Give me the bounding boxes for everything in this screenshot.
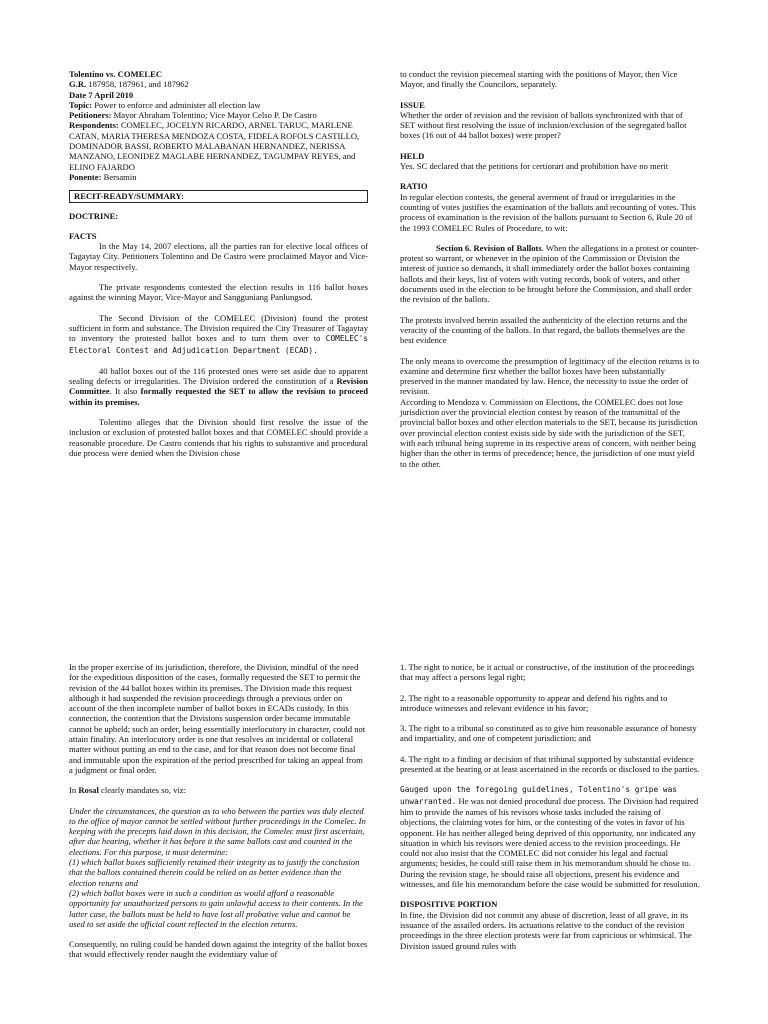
rosal-line bbox=[69, 785, 368, 795]
section-6-label: Section 6. Revision of Ballots bbox=[436, 242, 542, 253]
case-title: Tolentino vs. COMELEC bbox=[69, 69, 163, 79]
ratio-paragraph-1: In regular election contests, the general averment of fraud or irregularities in the counting of votes justifies the examination of the ballots and recounting of votes. This process of examination is the revision of the ballots pursuant to Section 6, Rule 20 of the 1993 COMELEC Rules of Procedure, to wit: bbox=[400, 191, 696, 233]
recit-ready-box: RECIT-READY/SUMMARY: bbox=[69, 190, 368, 202]
facts-heading: FACTS bbox=[69, 230, 97, 241]
issue-heading: ISSUE bbox=[400, 99, 425, 110]
held-heading: HELD bbox=[400, 150, 425, 161]
rosal-quote-item-2: (2) which ballot boxes were in such a condition as would afford a reasonable opportunity for unauthorized persons to gain unlawful access to their contents. In the latter case, the ballots must be held to have lost all probative value and cannot be used to set aside the official count reflected in the election returns. bbox=[69, 887, 363, 929]
petitioners-label: Petitioners: bbox=[69, 110, 112, 121]
ponente-value: Bersamin bbox=[101, 171, 137, 182]
gr-label: G.R. bbox=[69, 79, 87, 90]
gr-number bbox=[69, 79, 368, 89]
set-request: formally requested the SET to allow the revision to proceed within its premises. bbox=[69, 386, 368, 407]
facts-p4-text-c: . It also bbox=[109, 386, 141, 397]
ponente-label: Ponente: bbox=[69, 171, 102, 182]
facts-paragraph-3-text: The Second Division of the COMELEC (Division) found the protest sufficient in form and substance. The Division required the City Treasurer of Tagaytay to inventory the protested ballot boxes and to turn them over to bbox=[69, 312, 368, 344]
due-process-item-2: 2. The right to a reasonable opportunity to appear and defend his rights and to introduce witnesses and relevant evidence in his favor; bbox=[400, 692, 668, 713]
consequently-paragraph: Consequently, no ruling could be handed down against the integrity of the ballot boxes that would effectively render naught the evidentiary value of bbox=[69, 939, 368, 960]
gauged-paragraph bbox=[400, 784, 700, 889]
ratio-paragraph-4: According to Mendoza v. Commission on Elections, the COMELEC does not lose jurisdiction over the provincial election contest by reason of the transmittal of the provincial ballot boxes and other election materials to the SET, because its jurisdiction over provincial election contest exists side by side with the jurisdiction of the SET, with each tribunal being supreme in its respective areas of concern, with neither being higher than the other in terms of precedence; hence, the jurisdiction of one must yield to the other. bbox=[400, 396, 698, 469]
revision-committee: Revision Committee bbox=[69, 376, 368, 397]
dispositive-heading: DISPOSITIVE PORTION bbox=[400, 899, 498, 910]
topic-value: Power to enforce and administer all election law bbox=[92, 99, 261, 110]
topic-label: Topic: bbox=[69, 99, 93, 110]
due-process-item-4: 4. The right to a finding or decision of that tribunal supported by substantial evidence presented at the hearing or at least ascertained in the records or disclosed to the parties. bbox=[400, 753, 700, 775]
facts-continuation: to conduct the revision piecemeal starting with the positions of Mayor, then Vice Mayor, and finally the Councilors, separately. bbox=[400, 69, 678, 90]
rosal-text-c: clearly mandates so, viz: bbox=[98, 785, 186, 796]
ponente-line bbox=[69, 172, 368, 182]
page1-right-column bbox=[400, 69, 700, 469]
due-process-item-1: 1. The right to notice, be it actual or constructive, of the institution of the proceedings that may affect a persons legal right; bbox=[400, 662, 695, 683]
section-6-text: . When the allegations in a protest or counter-protest so warrant, or whenever in the opinion of the Commission or Division the interest of justice so demands, it shall immediately order the ballot boxes containing ballots and their keys, list of voters with voting records, book of voters, and other documents used in the election to be brought before the Commission, and shall order the revision of the ballots. bbox=[400, 242, 699, 305]
ratio-heading: RATIO bbox=[400, 181, 428, 192]
ecad-name: COMELEC's Electoral Contest and Adjudication Department (ECAD). bbox=[69, 334, 368, 355]
facts-paragraph-1: In the May 14, 2007 elections, all the parties ran for elective local offices of Tagaytay City. Petitioners Tolentino and De Castro were proclaimed Mayor and Vice-Mayor respectively. bbox=[69, 241, 368, 272]
ratio-paragraph-2: The protests involved herein assailed the authenticity of the election returns and the veracity of the counting of the ballots. In that regard, the ballots themselves are the best evidence bbox=[400, 314, 688, 346]
section-6-quote bbox=[400, 243, 700, 305]
jurisdiction-paragraph: In the proper exercise of its jurisdiction, therefore, the Division, mindful of the need for the expeditious disposition of the cases, formally requested the SET to permit the revision of the 44 ballot boxes within its premises. The Division made this request although it had suspended the revision proceedings through a previous order on account of the then incomplete number of ballot boxes in ECADs custody. In this connection, the contention that the Divisions suspension order became immutable cannot be upheld; such an order, being essentially interlocutory in character, could not attain finality. An interlocutory order is one that resolves an incidental or collateral matter without putting an end to the case, and for that reason does not become final and immutable upon the expiration of the period prescribed for taking an appeal from a judgment or final order. bbox=[69, 662, 366, 775]
dispositive-text: In fine, the Division did not commit any abuse of discretion, least of all grave, in its issuance of the assailed orders. Its actuations relative to the conduct of the revision proceedings in the three election protests were far from capricious or whimsical. The Division issued ground rules with bbox=[400, 909, 692, 951]
ratio-paragraph-3: The only means to overcome the presumption of legitimacy of the election returns is to examine and determine first whether the ballot boxes have been substantially preserved in the manner mandated by law. Hence, the necessity to issue the order of revision. bbox=[400, 355, 700, 397]
gr-value: 187958, 187961, and 187962 bbox=[86, 79, 189, 90]
rosal-case-name: Rosal bbox=[78, 785, 99, 796]
decision-date: Date 7 April 2010 bbox=[69, 89, 134, 100]
petitioners-line bbox=[69, 110, 368, 120]
rosal-quote-item-1: (1) which ballot boxes sufficiently retained their integrity as to justify the conclusion that the ballots contained therein could be relied on as better evidence than the election returns and bbox=[69, 857, 360, 888]
facts-paragraph-5: Tolentino alleges that the Division should first resolve the issue of the inclusion or exclusion of protested ballot boxes and that COMELEC should provide a reasonable procedure. De Castro contends that his rights to substantive and procedural due process were denied when the Division chose bbox=[69, 417, 368, 458]
issue-text: Whether the order of revision and the revision of ballots synchronized with that of SET without first resolving the issue of inclusion/exclusion of the segregated ballot boxes (16 out of 44 ballot boxes) were proper? bbox=[400, 109, 687, 141]
respondents-label: Respondents: bbox=[69, 120, 119, 131]
page1-left-column bbox=[69, 69, 368, 458]
facts-paragraph-4 bbox=[69, 366, 368, 407]
rosal-quote: Under the circumstances, the question as to who between the parties was duly elected to the office of mayor cannot be settled without further proceedings in the Comelec. In keeping with the precepts laid down in this decision, the Comelec must first ascertain, after due hearing, whether it has before it the same ballots cast and counted in the elections. For this purpose, it must determine: bbox=[69, 805, 366, 857]
gauged-lead: Gauged upon the foregoing guidelines, Tolentino's gripe was unwarranted. bbox=[400, 785, 677, 806]
page2-left-column bbox=[69, 662, 368, 960]
facts-p4-text-a: 40 ballot boxes out of the 116 protested ones were set aside due to apparent sealing defects or irregularities. The Division ordered the constitution of a bbox=[69, 365, 368, 387]
respondents-line bbox=[69, 120, 368, 171]
gauged-rest: He was not denied procedural due process. The Division had required him to provide the names of his revisors whose tasks included the raising of objections, the claiming votes for him, or the contesting of the votes in favor of his opponent. He has neither alleged being deprived of this opportunity, nor indicated any situation in which his revisors were denied access to the revision proceedings. He could not also insist that the COMELEC did not consider his legal and factual arguments; besides, he could still raise them in his memorandum should he chose to. During the revision stage, he should raise all objections, present his evidence and witnesses, and file his memorandum before the case would be submitted for resolution. bbox=[400, 795, 700, 890]
rosal-text-a: In bbox=[69, 785, 79, 796]
respondents-value: COMELEC, JOCELYN RICARDO, ARNEL TARUC, MARLENE CATAN, MARIA THERESA MENDOZA COSTA, FIDELA ROFOLS CASTILLO, DOMINADOR BASSI, ROBERTO MALABANAN HERNANDEZ, NERISSA MANZANO, LEONIDEZ MAGLABE HERNANDEZ, TAGUMPAY REYES, and ELINO FAJARDO bbox=[69, 120, 360, 172]
doctrine-heading: DOCTRINE: bbox=[69, 210, 119, 221]
page2-right-column bbox=[400, 662, 700, 951]
petitioners-value: Mayor Abraham Tolentino; Vice Mayor Celso P. De Castro bbox=[111, 110, 317, 121]
held-text: Yes. SC declared that the petitions for certiorari and prohibition have no merit bbox=[400, 161, 669, 172]
facts-paragraph-3 bbox=[69, 313, 368, 356]
facts-paragraph-2: The private respondents contested the election results in 116 ballot boxes against the winning Mayor, Vice-Mayor and Sangguniang Panlungsod. bbox=[69, 282, 368, 303]
document-page-2 bbox=[0, 640, 768, 1024]
topic-line bbox=[69, 100, 368, 110]
due-process-item-3: 3. The right to a tribunal so constituted as to give him reasonable assurance of honesty and impartiality, and one of competent jurisdiction; and bbox=[400, 723, 697, 744]
